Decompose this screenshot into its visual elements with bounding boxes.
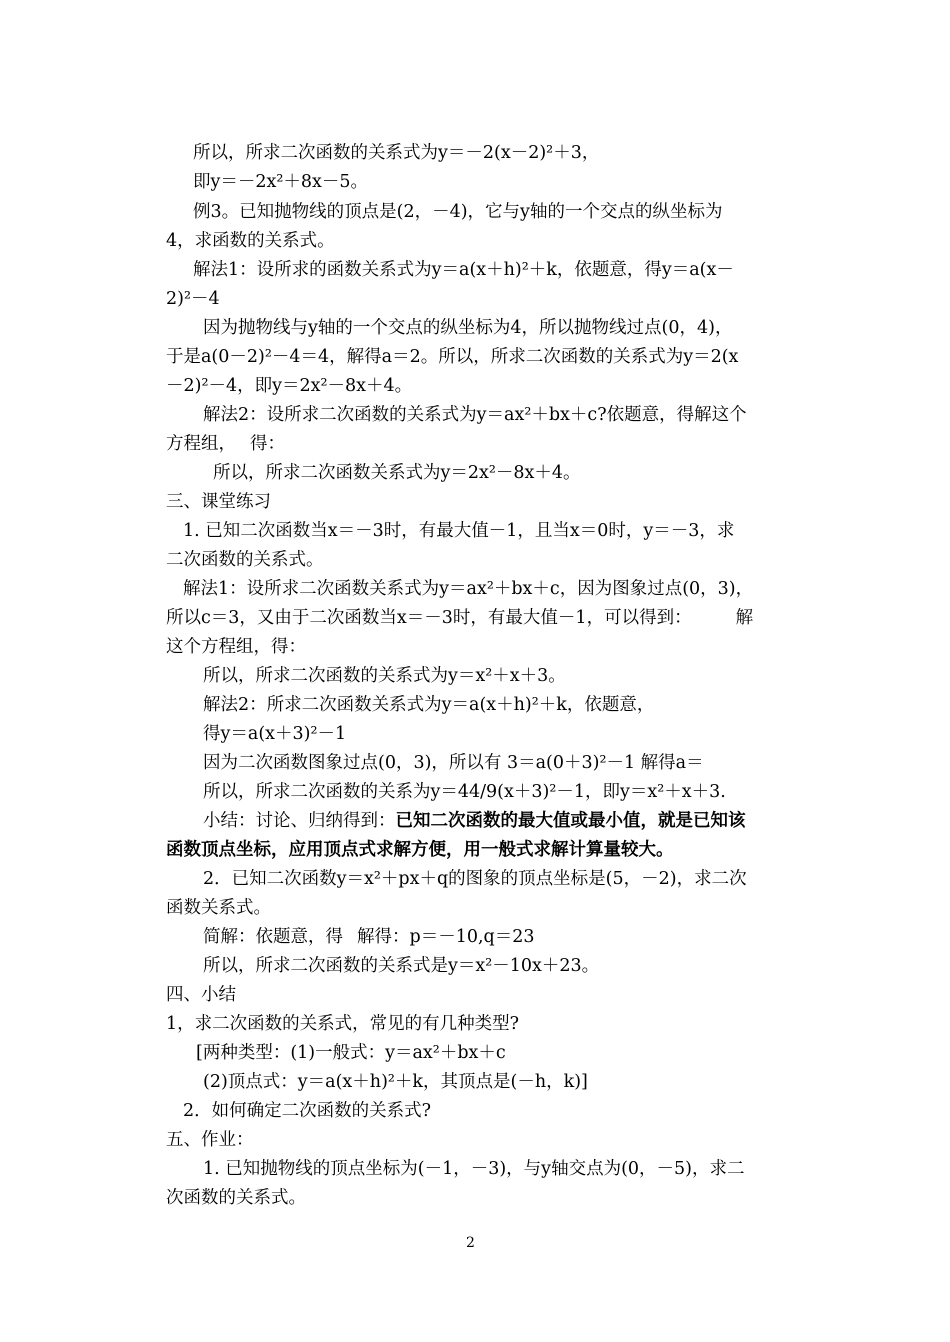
- text-segment: 得：: [250, 434, 285, 454]
- text-line: 二次函数的关系式。: [166, 550, 324, 570]
- text-line: 例3。已知抛物线的顶点是(2，－4)，它与y轴的一个交点的纵坐标为: [193, 202, 723, 222]
- text-line: 1，求二次函数的关系式，常见的有几种类型?: [166, 1014, 520, 1034]
- text-line: 解法2：所求二次函数关系式为y＝a(x＋h)²＋k，依题意，: [203, 695, 655, 715]
- text-line: 次函数的关系式。: [166, 1188, 306, 1208]
- text-line: 于是a(0－2)²－4＝4，解得a＝2。所以，所求二次函数的关系式为y＝2(x: [166, 347, 739, 367]
- text-line: 解法1：设所求的函数关系式为y＝a(x＋h)²＋k，依题意，得y＝a(x－: [193, 260, 734, 280]
- text-line: 因为抛物线与y轴的一个交点的纵坐标为4，所以抛物线过点(0，4)，: [203, 318, 733, 338]
- text-line: [166, 606, 753, 630]
- text-line: 1. 已知二次函数当x＝－3时，有最大值－1，且当x＝0时，y＝－3，求: [183, 521, 735, 541]
- text-line: 1. 已知抛物线的顶点坐标为(－1，－3)，与y轴交点为(0，－5)，求二: [203, 1159, 745, 1179]
- text-line: 所以，所求二次函数的关系式是y＝x²－10x＋23。: [203, 956, 600, 976]
- text-line: 所以，所求二次函数的关系为y＝44/9(x＋3)²－1，即y＝x²＋x＋3.: [203, 782, 726, 802]
- text-line: (2)顶点式：y＝a(x＋h)²＋k，其顶点是(－h，k)]: [203, 1072, 588, 1092]
- summary-bold-line: 函数顶点坐标，应用顶点式求解方便，用一般式求解计算量较大。: [166, 840, 674, 860]
- text-segment: 简解：依题意，得: [203, 927, 343, 947]
- text-line: 因为二次函数图象过点(0，3)，所以有 3＝a(0＋3)²－1 解得a＝: [203, 753, 704, 773]
- text-line: 函数关系式。: [166, 898, 271, 918]
- summary-line: [203, 809, 746, 833]
- text-line: 解法2：设所求二次函数的关系式为y＝ax²＋bx＋c?依题意，得解这个: [203, 405, 747, 425]
- text-segment: 方程组，: [166, 434, 236, 454]
- text-line: 4，求函数的关系式。: [166, 231, 335, 251]
- text-segment: 解得：p＝－10,q＝23: [357, 927, 535, 947]
- text-line: －2)²－4，即y＝2x²－8x＋4。: [166, 376, 413, 396]
- text-line: 2．已知二次函数y＝x²＋px＋q的图象的顶点坐标是(5，－2)，求二次: [203, 869, 747, 889]
- text-line: [203, 925, 535, 949]
- text-segment: 解: [735, 608, 754, 628]
- text-line: 2．如何确定二次函数的关系式?: [183, 1101, 432, 1121]
- page-number: 2: [466, 1235, 475, 1251]
- summary-bold: 已知二次函数的最大值或最小值，就是已知该: [395, 811, 746, 831]
- text-line: 所以，所求二次函数的关系式为y＝x²＋x＋3。: [203, 666, 566, 686]
- text-line: 即y＝－2x²＋8x－5。: [193, 172, 369, 192]
- summary-prefix: 小结：讨论、归纳得到：: [203, 811, 396, 831]
- text-line: [两种类型：(1)一般式：y＝ax²＋bx＋c: [196, 1043, 506, 1063]
- text-segment: 所以c＝3，又由于二次函数当x＝－3时，有最大值－1，可以得到：: [166, 608, 692, 628]
- section-heading: 三、课堂练习: [166, 492, 271, 512]
- text-line: 这个方程组，得：: [166, 637, 306, 657]
- text-line: [166, 432, 285, 456]
- text-line: 解法1：设所求二次函数关系式为y＝ax²＋bx＋c，因为图象过点(0，3)，: [183, 579, 754, 599]
- text-line: 2)²－4: [166, 289, 220, 309]
- section-heading: 四、小结: [166, 985, 236, 1005]
- section-heading: 五、作业：: [166, 1130, 254, 1150]
- text-line: 得y＝a(x＋3)²－1: [203, 724, 347, 744]
- text-line: 所以，所求二次函数关系式为y＝2x²－8x＋4。: [213, 463, 581, 483]
- text-line: 所以，所求二次函数的关系式为y＝－2(x－2)²＋3，: [193, 143, 600, 163]
